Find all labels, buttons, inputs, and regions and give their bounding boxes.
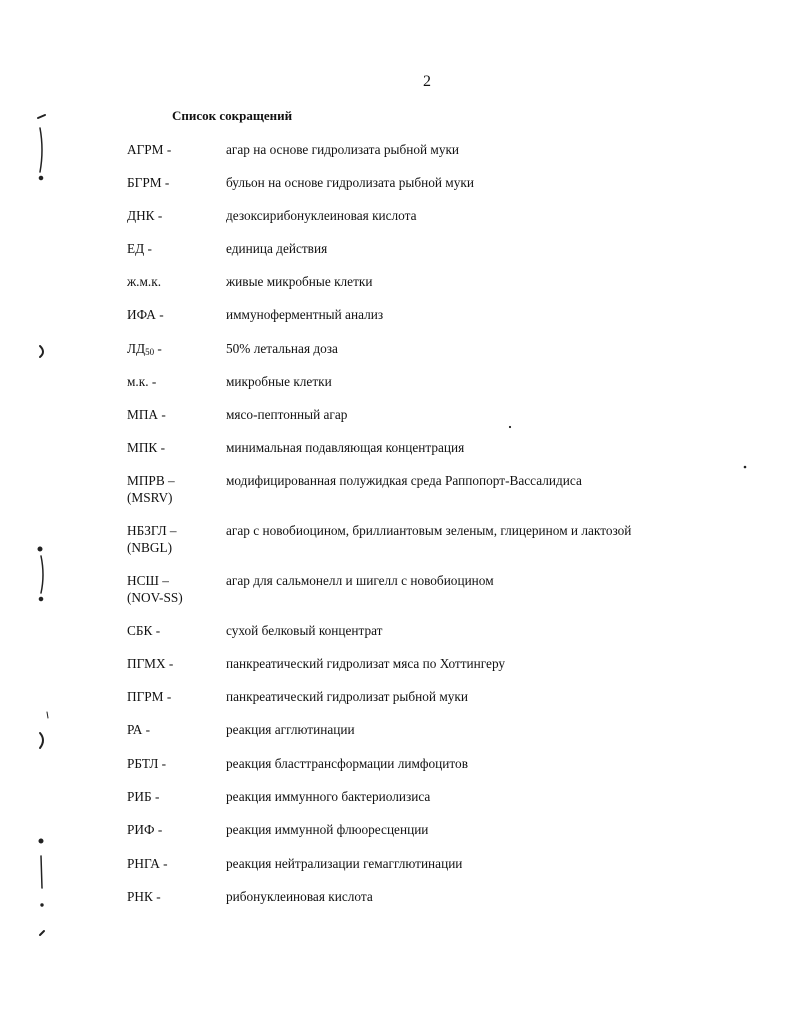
page-title: Список сокращений: [172, 108, 293, 123]
abbreviation-term: СБК -: [127, 623, 161, 638]
abbreviation-term: РНГА -: [127, 856, 168, 871]
abbreviation-definition: реакция иммунной флюоресценции: [226, 822, 429, 837]
abbreviation-term: ДНК -: [127, 208, 163, 223]
abbreviation-term: АГРМ -: [127, 142, 172, 157]
abbreviation-definition: сухой белковый концентрат: [226, 623, 383, 638]
abbreviation-definition: агар с новобиоцином, бриллиантовым зеленым, глицерином и лактозой: [226, 523, 632, 538]
abbreviation-definition: модифицированная полужидкая среда Раппопорт-Вассалидиса: [226, 473, 582, 488]
abbreviation-term: РА -: [127, 722, 151, 737]
abbreviation-definition: мясо-пептонный агар: [226, 407, 348, 422]
abbreviation-definition: реакция агглютинации: [226, 722, 355, 737]
abbreviation-definition: 50% летальная доза: [226, 341, 338, 356]
abbreviation-definition: агар на основе гидролизата рыбной муки: [226, 142, 460, 157]
abbreviation-term: НСШ – (NOV-SS): [127, 573, 183, 605]
abbreviation-term: ЕД -: [127, 241, 152, 256]
abbreviation-term: РНК -: [127, 889, 161, 904]
abbreviation-definition: единица действия: [226, 241, 328, 256]
abbreviation-term: ПГРМ -: [127, 689, 172, 704]
abbreviation-definition: реакция бласттрансформации лимфоцитов: [226, 756, 468, 771]
abbreviation-term: БГРМ -: [127, 175, 170, 190]
abbreviation-definition: панкреатический гидролизат рыбной муки: [226, 689, 468, 704]
abbreviation-term: ИФА -: [127, 307, 164, 322]
abbreviation-term: РБТЛ -: [127, 756, 167, 771]
abbreviation-term: МПРВ – (MSRV): [127, 473, 175, 505]
abbreviation-term: РИБ -: [127, 789, 160, 804]
abbreviation-definition: панкреатический гидролизат мяса по Хоттингеру: [226, 656, 506, 671]
abbreviation-definition: микробные клетки: [226, 374, 332, 389]
abbreviation-definition: агар для сальмонелл и шигелл с новобиоцином: [226, 573, 494, 588]
abbreviation-definition: живые микробные клетки: [226, 274, 373, 289]
abbreviation-definition: реакция иммунного бактериолизиса: [226, 789, 431, 804]
page-number: 2: [423, 73, 431, 90]
abbreviation-definition: минимальная подавляющая концентрация: [226, 440, 465, 455]
abbreviation-term: МПА -: [127, 407, 166, 422]
abbreviation-definition: иммуноферментный анализ: [226, 307, 384, 322]
abbreviation-term: $ЛД_{50}$ -: [127, 341, 162, 357]
abbreviation-term: НБЗГЛ – (NBGL): [127, 523, 177, 555]
abbreviation-term: ж.м.к.: [127, 274, 162, 289]
abbreviation-term: м.к. -: [127, 374, 157, 389]
abbreviation-definition: рибонуклеиновая кислота: [226, 889, 373, 904]
abbreviation-term: МПК -: [127, 440, 166, 455]
abbreviation-definition: реакция нейтрализации гемагглютинации: [226, 856, 463, 871]
abbreviation-definition: бульон на основе гидролизата рыбной муки: [226, 175, 474, 190]
abbreviation-definition: дезоксирибонуклеиновая кислота: [226, 208, 417, 223]
abbreviation-term: ПГМХ -: [127, 656, 174, 671]
abbreviation-term: РИФ -: [127, 822, 163, 837]
